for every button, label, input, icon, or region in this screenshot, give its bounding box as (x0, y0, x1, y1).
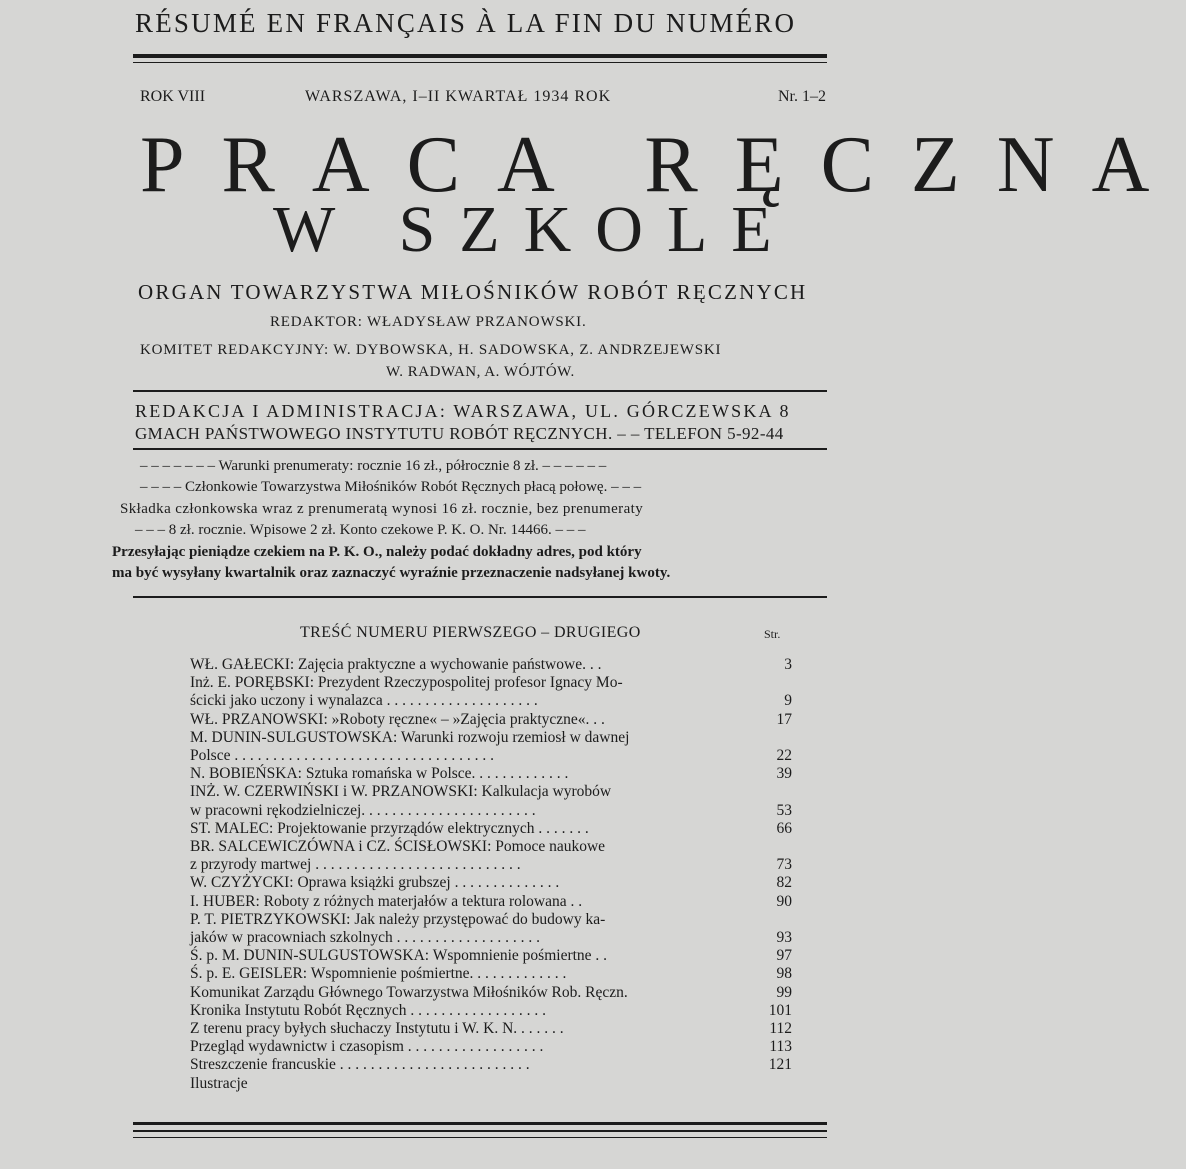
subscription-members: – – – – Członkowie Towarzystwa Miłośników Robót Ręcznych płacą połowę. – – – (140, 479, 642, 495)
toc-entry: ścicki jako uczony i wynalazca . . . . . . . . . . . . . . . . . . . . (190, 692, 538, 710)
toc-entry: BR. SALCEWICZÓWNA i CZ. ŚCISŁOWSKI: Pomoce naukowe (190, 838, 606, 855)
toc-entry: Komunikat Zarządu Głównego Towarzystwa Miłośników Rob. Ręczn. (190, 983, 628, 1001)
toc-page-number: 3 (784, 656, 792, 673)
administration-address: REDAKCJA I ADMINISTRACJA: WARSZAWA, UL. GÓRCZEWSKA 8 (135, 401, 791, 421)
toc-page-number: 66 (776, 819, 792, 837)
admin-rule-bottom (133, 448, 827, 450)
toc-page-number: 53 (776, 801, 792, 819)
toc-entry: ST. MALEC: Projektowanie przyrządów elektrycznych . . . . . . . (190, 819, 589, 837)
toc-page-number: 9 (784, 692, 792, 710)
toc-page-number: 99 (776, 983, 792, 1001)
toc-entry: WŁ. PRZANOWSKI: »Roboty ręczne« – »Zajęcia praktyczne«. . . (190, 710, 605, 728)
toc-page-number: 82 (776, 874, 792, 892)
place-date: WARSZAWA, I–II KWARTAŁ 1934 ROK (305, 88, 612, 105)
toc-page-number: 17 (776, 710, 792, 728)
toc-page-number: 113 (769, 1038, 792, 1056)
volume-year: ROK VIII (140, 88, 206, 105)
toc-entry: Przegląd wydawnictw i czasopism . . . . . . . . . . . . . . . . . . (190, 1038, 544, 1056)
editor-line: REDAKTOR: WŁADYSŁAW PRZANOWSKI. (270, 314, 587, 330)
toc-entry: Inż. E. PORĘBSKI: Prezydent Rzeczypospolitej profesor Ignacy Mo- (190, 674, 623, 692)
toc-entry: Polsce . . . . . . . . . . . . . . . . . . . . . . . . . . . . . . . . . . (190, 747, 494, 764)
toc-entry: Ś. p. M. DUNIN-SULGUSTOWSKA: Wspomnienie pośmiertne . . (190, 947, 608, 965)
toc-page-number: 73 (776, 856, 792, 874)
toc-entry: INŻ. W. CZERWIŃSKI i W. PRZANOWSKI: Kalkulacja wyrobów (190, 783, 612, 801)
toc-page-number: 98 (776, 965, 792, 983)
toc-entry: N. BOBIEŃSKA: Sztuka romańska w Polsce. . . . . . . . . . . . . (190, 765, 569, 783)
journal-title-line2: W SZKOLE (273, 193, 796, 266)
header-rule-thin (133, 62, 827, 63)
issue-number: Nr. 1–2 (778, 88, 826, 105)
toc-entry: z przyrody martwej . . . . . . . . . . . . . . . . . . . . . . . . . . . (190, 856, 521, 874)
french-summary-note: RÉSUMÉ EN FRANÇAIS À LA FIN DU NUMÉRO (135, 8, 797, 38)
toc-entry: W. CZYŻYCKI: Oprawa książki grubszej . . . . . . . . . . . . . . (190, 874, 560, 892)
toc-entry: M. DUNIN-SULGUSTOWSKA: Warunki rozwoju rzemiosł w dawnej (190, 728, 630, 746)
organ-line: ORGAN TOWARZYSTWA MIŁOŚNIKÓW ROBÓT RĘCZNYCH (138, 280, 808, 304)
subscription-note-cont: ma być wysyłany kwartalnik oraz zaznaczyć wyraźnie przeznaczenie nadsyłanej kwoty. (112, 565, 671, 581)
subscription-account: – – – 8 zł. rocznie. Wpisowe 2 zł. Konto czekowe P. K. O. Nr. 14466. – – – (135, 522, 586, 538)
toc-page-label: Str. (764, 627, 781, 641)
toc-page-number: 112 (769, 1020, 792, 1037)
toc-page-number: 90 (776, 892, 792, 910)
toc-entry: I. HUBER: Roboty z różnych materjałów a tektura rolowana . . (190, 892, 583, 910)
toc-entry: Streszczenie francuskie . . . . . . . . . . . . . . . . . . . . . . . . . (190, 1056, 530, 1074)
toc-page-number: 121 (768, 1056, 792, 1074)
editorial-committee: KOMITET REDAKCYJNY: W. DYBOWSKA, H. SADOWSKA, Z. ANDRZEJEWSKI (140, 342, 722, 358)
toc-page-number: 97 (776, 947, 792, 965)
footer-rule-1 (133, 1122, 827, 1125)
toc-entry: Ś. p. E. GEISLER: Wspomnienie pośmiertne. . . . . . . . . . . . . (190, 965, 567, 983)
toc-entry: Kronika Instytutu Robót Ręcznych . . . . . . . . . . . . . . . . . . (190, 1001, 547, 1019)
subscription-terms: – – – – – – – Warunki prenumeraty: rocznie 16 zł., półrocznie 8 zł. – – – – – – (140, 458, 607, 474)
journal-title: PRACA RĘCZNA (140, 121, 1186, 209)
toc-page-number: 101 (768, 1001, 792, 1019)
subscription-fee: Składka członkowska wraz z prenumeratą wynosi 16 zł. rocznie, bez prenumeraty (120, 501, 644, 517)
toc-entry: P. T. PIETRZYKOWSKI: Jak należy przystępować do budowy ka- (190, 910, 606, 928)
admin-rule-top (133, 390, 827, 392)
toc-entry: jaków w pracowniach szkolnych . . . . . . . . . . . . . . . . . . . (190, 929, 540, 946)
footer-rule-2 (133, 1130, 827, 1132)
toc-entry: Ilustracje (190, 1074, 248, 1092)
toc-heading: TREŚĆ NUMERU PIERWSZEGO – DRUGIEGO (300, 624, 641, 641)
toc-entry: WŁ. GAŁECKI: Zajęcia praktyczne a wychowanie państwowe. . . (190, 656, 602, 673)
subscription-note: Przesyłając pieniądze czekiem na P. K. O., należy podać dokładny adres, pod który (112, 544, 642, 560)
toc-page-number: 39 (776, 765, 792, 783)
toc-page-number: 93 (776, 929, 792, 946)
toc-entry: w pracowni rękodzielniczej. . . . . . . . . . . . . . . . . . . . . . . (190, 801, 536, 819)
toc-rule-top (133, 596, 827, 598)
header-rule-thick (133, 54, 827, 58)
toc-entry: Z terenu pracy byłych słuchaczy Instytutu i W. K. N. . . . . . . (190, 1020, 564, 1037)
administration-phone: GMACH PAŃSTWOWEGO INSTYTUTU ROBÓT RĘCZNYCH. – – TELEFON 5-92-44 (135, 424, 784, 443)
footer-rule-3 (133, 1137, 827, 1138)
toc-page-number: 22 (776, 747, 792, 764)
editorial-committee-cont: W. RADWAN, A. WÓJTÓW. (386, 364, 575, 380)
